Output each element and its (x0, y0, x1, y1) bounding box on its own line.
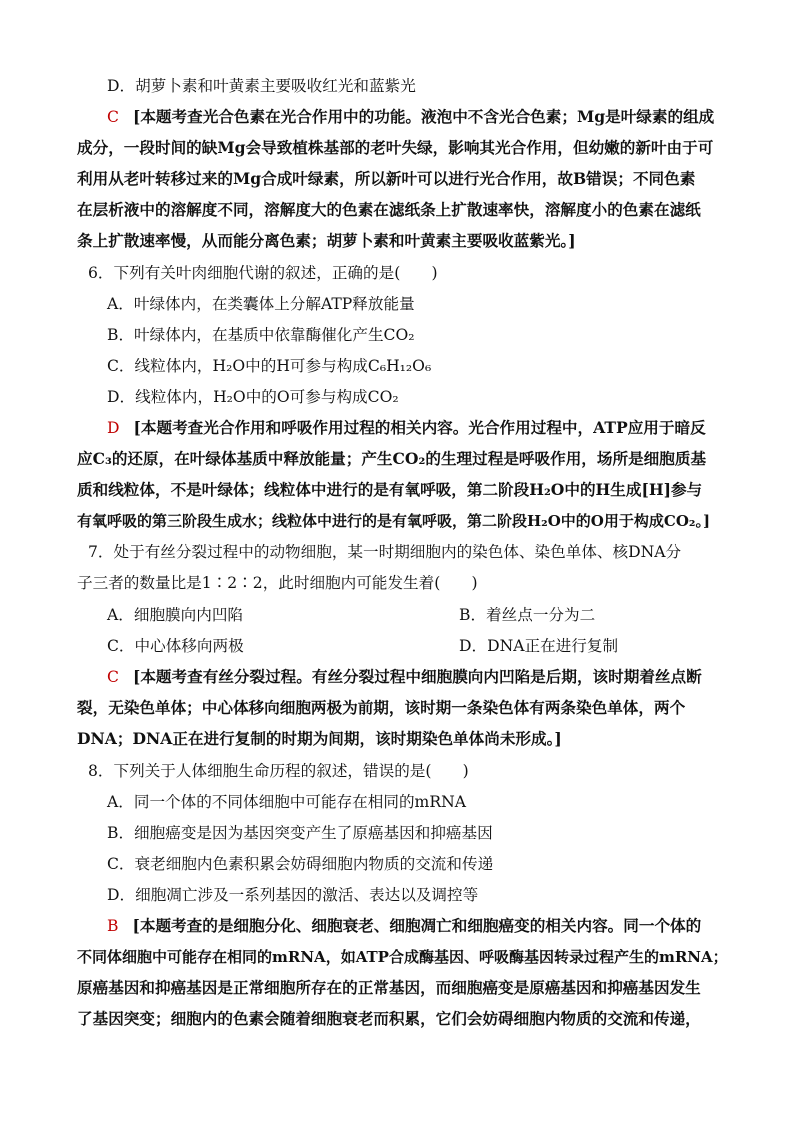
q5-answer-letter: C (107, 108, 119, 126)
q7-explanation-line: C [本题考查有丝分裂过程。有丝分裂过程中细胞膜向内凹陷是后期，该时期着丝点断 (107, 667, 702, 686)
q6-stem: 6．下列有关叶肉细胞代谢的叙述，正确的是( ) (88, 264, 438, 282)
q6-answer-letter: D (107, 419, 120, 437)
q7-explanation-line: DNA；DNA正在进行复制的时期为间期，该时期染色单体尚未形成。] (77, 729, 562, 748)
q8-explanation-line: B [本题考查的是细胞分化、细胞衰老、细胞凋亡和细胞癌变的相关内容。同一个体的 (107, 916, 702, 935)
q5-explanation-line: 成分，一段时间的缺Mg会导致植株基部的老叶失绿，影响其光合作用，但幼嫩的新叶由于可 (77, 138, 714, 157)
q8-explanation-line: 不同体细胞中可能存在相同的mRNA，如ATP合成酶基因、呼吸酶基因转录过程产生的mRNA； (77, 948, 728, 966)
q8-option-d: D．细胞凋亡涉及一系列基因的激活、表达以及调控等 (107, 886, 479, 904)
q7-stem: 7．处于有丝分裂过程中的动物细胞，某一时期细胞内的染色体、染色单体、核DNA分 (88, 543, 682, 561)
q5-explanation-line: 在层析液中的溶解度不同，溶解度大的色素在滤纸条上扩散速率快，溶解度小的色素在滤纸 (77, 200, 701, 219)
q8-option-c: C．衰老细胞内色素积累会妨碍细胞内物质的交流和传递 (107, 855, 494, 873)
q5-explanation-line: C [本题考查光合色素在光合作用中的功能。液泡中不含光合色素；Mg是叶绿素的组成 (107, 107, 715, 126)
q6-option-a: A．叶绿体内，在类囊体上分解ATP释放能量 (107, 295, 415, 313)
q8-explanation-line: 了基因突变；细胞内的色素会随着细胞衰老而积累，它们会妨碍细胞内物质的交流和传递， (77, 1009, 701, 1028)
q5-option-d: D．胡萝卜素和叶黄素主要吸收红光和蓝紫光 (107, 77, 416, 95)
q7-option-c: C．中心体移向两极 (107, 637, 244, 655)
q6-explanation-line: 应C₃的还原，在叶绿体基质中释放能量；产生CO₂的生理过程是呼吸作用，场所是细胞质基 (77, 449, 707, 468)
q8-option-a: A．同一个体的不同体细胞中可能存在相同的mRNA (107, 793, 466, 811)
q6-option-d: D．线粒体内，H₂O中的O可参与构成CO₂ (107, 388, 399, 406)
q7-option-b: B．着丝点一分为二 (459, 606, 596, 624)
q7-option-a: A．细胞膜向内凹陷 (107, 606, 244, 624)
q6-option-b: B．叶绿体内，在基质中依靠酶催化产生CO₂ (107, 326, 415, 344)
q6-explanation-line: D [本题考查光合作用和呼吸作用过程的相关内容。光合作用过程中，ATP应用于暗反 (107, 418, 706, 437)
q6-option-c: C．线粒体内，H₂O中的H可参与构成C₆H₁₂O₆ (107, 357, 432, 375)
q8-option-b: B．细胞癌变是因为基因突变产生了原癌基因和抑癌基因 (107, 824, 493, 842)
q6-explanation-line: 有氧呼吸的第三阶段生成水；线粒体中进行的是有氧呼吸，第二阶段H₂O中的O用于构成CO₂。] (77, 512, 711, 530)
q5-explanation-line: 条上扩散速率慢，从而能分离色素；胡萝卜素和叶黄素主要吸收蓝紫光。] (77, 231, 576, 250)
q7-options-row (107, 634, 619, 658)
q7-option-d: D．DNA正在进行复制 (459, 637, 619, 655)
q7-answer-letter: C (107, 668, 119, 686)
q8-explanation-line: 原癌基因和抑癌基因是正常细胞所存在的正常基因，而细胞癌变是原癌基因和抑癌基因发生 (77, 978, 701, 997)
q8-stem: 8．下列关于人体细胞生命历程的叙述，错误的是( ) (88, 762, 469, 780)
q8-answer-letter: B (107, 917, 119, 935)
q6-explanation-line: 质和线粒体，不是叶绿体；线粒体中进行的是有氧呼吸，第二阶段H₂O中的H生成[H]参与 (77, 480, 703, 499)
q5-explanation-line: 利用从老叶转移过来的Mg合成叶绿素，所以新叶可以进行光合作用，故B错误；不同色素 (77, 169, 696, 188)
q7-explanation-line: 裂，无染色单体；中心体移向细胞两极为前期，该时期一条染色体有两条染色单体，两个 (77, 698, 686, 717)
q7-stem: 子三者的数量比是1∶2∶2，此时细胞内可能发生着( ) (77, 574, 478, 592)
q7-options-row (107, 603, 596, 627)
